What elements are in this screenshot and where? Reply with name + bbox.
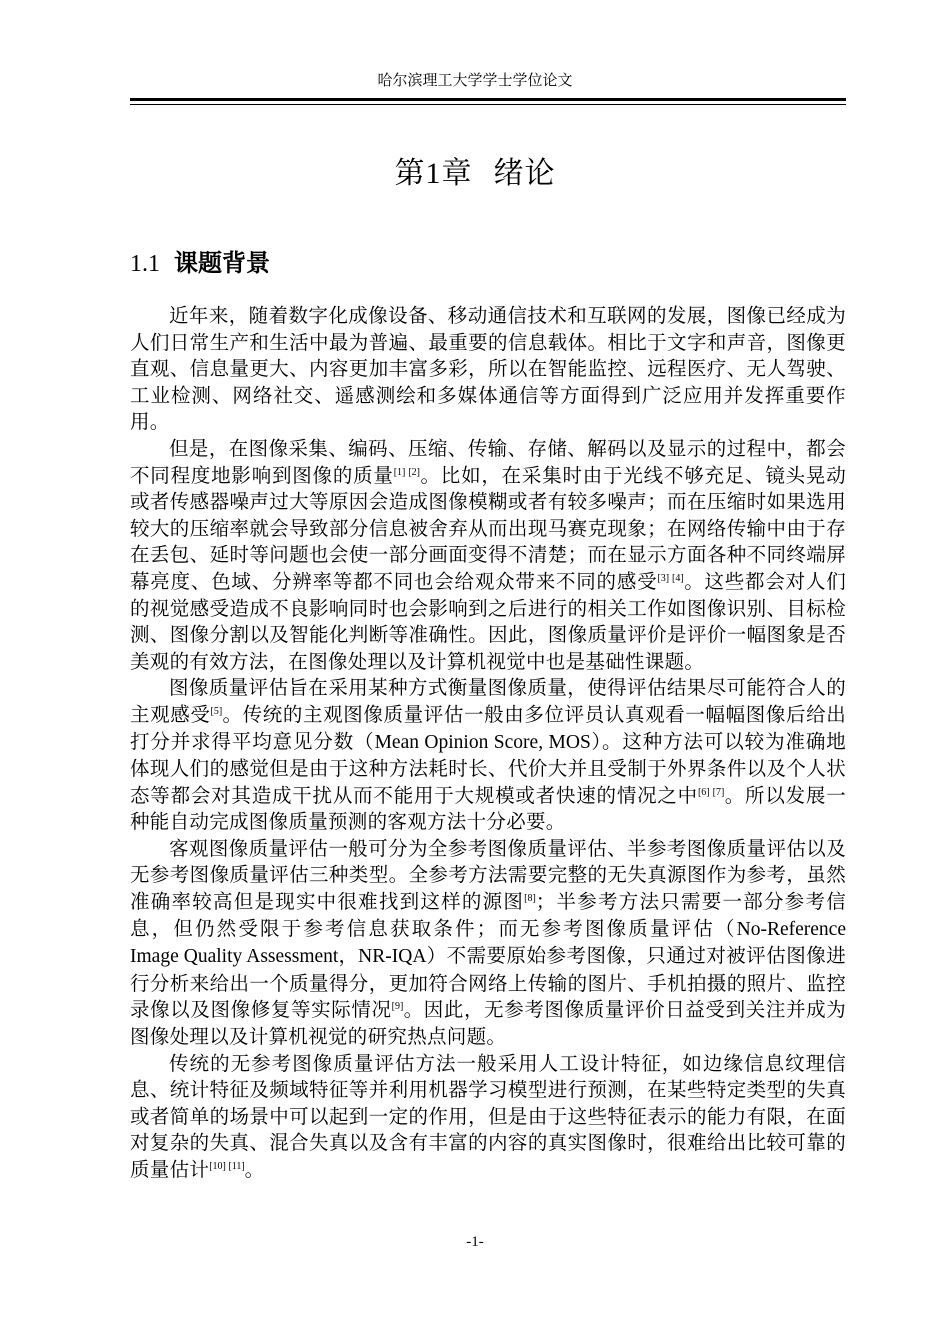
paragraph-4-text-a: 客观图像质量评估一般可分为全参考图像质量评估、半参考图像质量评估以及无参考图像质量评估三种类型。全参考方法需要完整的无失真源图作为参考，虽然准确率较高但是现实中很难找到这样的源图 — [130, 836, 846, 914]
paragraph-5-text-a: 传统的无参考图像质量评估方法一般采用人工设计特征，如边缘信息纹理信息、统计特征及频域特征等并利用机器学习模型进行预测，在某些特定类型的失真或者简单的场景中可以起到一定的作用，但是由于这些特征表示的能力有限，在面对复杂的失真、混合失真以及含有丰富的内容的真实图像时，很难给出比较可靠的质量估计 — [130, 1051, 846, 1181]
paragraph-3-text-a: 图像质量评估旨在采用某种方式衡量图像质量，使得评估结果尽可能符合人的主观感受 — [130, 676, 846, 726]
paragraph-3-text-c: ）。这种方法可以较为准确地体现人们的感觉但是由于这种方法耗时长、代价大并且受制于外界条件以及个人状态等都会对其造成干扰从而不能用于大规模或者快速的情况之中 — [130, 729, 847, 807]
paragraph-3-text-d: 。所以发展一种能自动完成图像质量预测的客观方法十分必要。 — [130, 783, 846, 834]
term-nr-iqa: No-Reference Image Quality Assessment，NR-IQA — [130, 918, 846, 968]
paragraph-4-text-c: ）不需要原始参考图像，只通过对被评估图像进行分析来给出一个质量得分，更加符合网络上传输的图片、手机拍摄的照片、监控录像以及图像修复等实际情况 — [130, 944, 846, 1022]
citation-6-7: [6] [7] — [697, 786, 725, 798]
citation-1-2: [1] [2] — [393, 466, 421, 478]
term-mos: Mean Opinion Score, MOS — [374, 731, 591, 753]
paragraph-3-text-b: 。传统的主观图像质量评估一般由多位评员认真观看一幅幅图像后给出打分并求得平均意见分数（ — [130, 702, 846, 753]
section-title: 课题背景 — [174, 249, 270, 277]
paragraph-4-text-b: ；半参考方法只需要一部分参考信息，但仍然受限于参考信息获取条件；而无参考图像质量评估（ — [130, 890, 846, 940]
citation-5: [5] — [210, 705, 223, 717]
paragraph-1 — [130, 303, 846, 436]
paragraph-4 — [130, 836, 846, 1051]
running-header: 哈尔滨理工大学学士学位论文 — [377, 71, 573, 89]
chapter-suffix: 章 — [441, 156, 473, 191]
paragraph-5 — [130, 1051, 846, 1184]
chapter-title — [0, 152, 950, 196]
section-number: 1.1 — [130, 251, 160, 277]
paragraph-1-text: 近年来，随着数字化成像设备、移动通信技术和互联网的发展，图像已经成为人们日常生产和生活中最为普遍、最重要的信息载体。相比于文字和声音，图像更直观、信息量更大、内容更加丰富多彩，所以在智能监控、远程医疗、无人驾驶、工业检测、网络社交、遥感测绘和多媒体通信等方面得到广泛应用并发挥重要作用。 — [130, 304, 846, 434]
header-rule-thin — [130, 104, 846, 105]
paragraph-2-text-c: 。这些都会对人们的视觉感受造成不良影响同时也会影响到之后进行的相关工作如图像识别、目标检测、图像分割以及智能化判断等准确性。因此，图像质量评价是评价一幅图象是否美观的有效方法，在图像处理以及计算机视觉中也是基础性课题。 — [130, 569, 846, 673]
paragraph-2 — [130, 436, 846, 675]
paragraph-3 — [130, 675, 846, 836]
chapter-prefix: 第 — [394, 156, 426, 191]
paragraph-2-text-b: 。比如，在采集时由于光线不够充足、镜头晃动或者传感器噪声过大等原因会造成图像模糊或者有较多噪声；而在压缩时如果选用较大的压缩率就会导致部分信息被舍弃从而出现马赛克现象；在网络传输中由于存在丢包、延时等问题也会使一部分画面变得不清楚；而在显示方面各种不同终端屏幕亮度、色域、分辨率等都不同也会给观众带来不同的感受 — [130, 463, 846, 593]
citation-3-4: [3] [4] — [657, 572, 684, 584]
paragraph-5-text-b: 。 — [244, 1158, 265, 1181]
citation-8: [8] — [524, 893, 536, 905]
section-heading — [130, 245, 270, 282]
page-number: -1- — [466, 1234, 484, 1250]
paragraph-4-text-d: 。因此，无参考图像质量评价日益受到关注并成为图像处理以及计算机视觉的研究热点问题。 — [130, 998, 846, 1049]
chapter-name: 绪论 — [493, 156, 556, 191]
citation-9: [9] — [391, 1001, 404, 1013]
citation-10-11: [10] [11] — [209, 1161, 245, 1172]
header-rule-thick — [130, 98, 846, 101]
chapter-number: 1 — [425, 157, 442, 190]
body-text — [130, 303, 846, 1184]
paragraph-2-text-a: 但是，在图像采集、编码、压缩、传输、存储、解码以及显示的过程中，都会不同程度地影响到图像的质量 — [130, 436, 846, 487]
